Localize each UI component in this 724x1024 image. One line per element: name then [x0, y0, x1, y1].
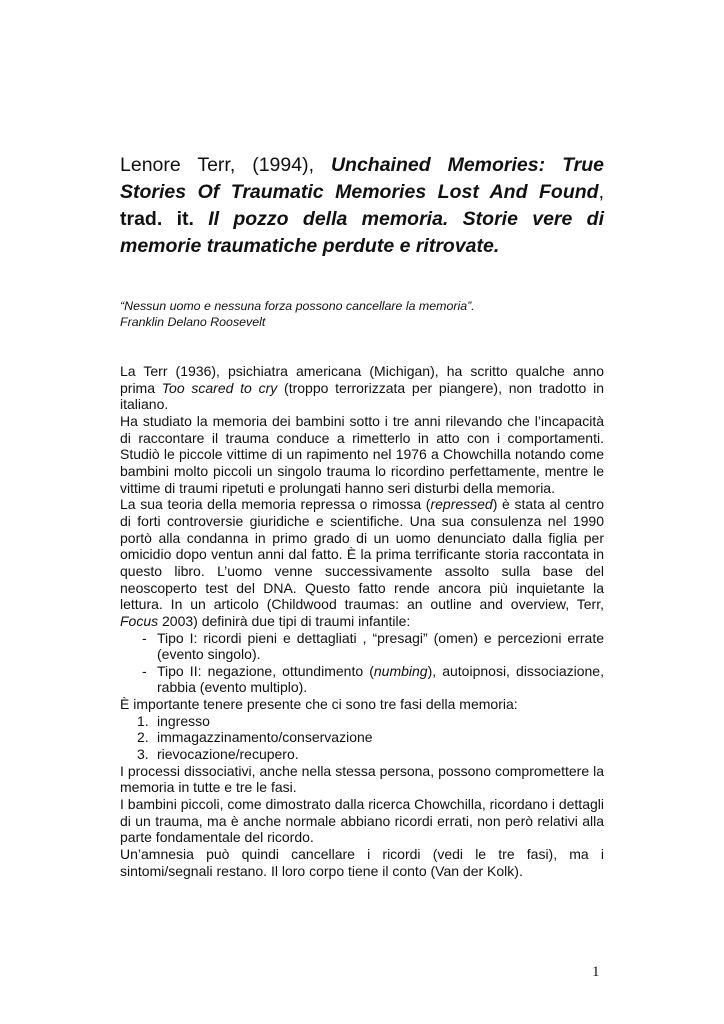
- list-item-text: rievocazione/recupero.: [157, 746, 299, 763]
- document-title: [120, 152, 604, 260]
- list-item-text: ingresso: [157, 712, 210, 729]
- list-number: 2.: [137, 729, 149, 746]
- trauma-types-list: [120, 630, 604, 697]
- paragraph-5: I processi dissociativi, anche nella stessa persona, possono compromettere la memoria in tutte e tre le fasi.: [120, 762, 604, 796]
- paragraph-6: I bambini piccoli, come dimostrato dalla ricerca Chowchilla, ricordano i dettagli di un trauma, ma è anche normale abbiano ricordi errati, non però relativi alla parte fondamentale del ricordo.: [120, 796, 604, 846]
- page-number: 1: [592, 964, 600, 980]
- paragraph-3: [120, 496, 604, 629]
- focus-italic: Focus: [120, 612, 159, 629]
- list-item: [120, 630, 604, 663]
- title-translation-label: trad. it.: [120, 208, 194, 230]
- title-space: [194, 208, 208, 230]
- list-item-text: immagazzinamento/conservazione: [157, 729, 373, 746]
- list-item-text: Tipo I: ricordi pieni e dettagliati , “presagi” (omen) e percezioni errate (evento singolo).: [157, 629, 604, 663]
- paragraph-7: Un’amnesia può quindi cancellare i ricordi (vedi le tre fasi), ma i sintomi/segnali restano. Il loro corpo tiene il conto (Van der Kolk).: [120, 846, 604, 879]
- paragraph-3-text-a: La sua teoria della memoria repressa o rimossa (: [120, 496, 431, 513]
- book-title-italic: Too scared to cry: [161, 379, 278, 396]
- title-original-work: Unchained Memories: True Stories Of Traumatic Memories Lost And Found: [120, 154, 604, 203]
- memory-phases-list: [120, 713, 604, 763]
- epigraph-author: Franklin Delano Roosevelt: [120, 315, 266, 329]
- list-dash: -: [142, 662, 147, 679]
- title-author-year: Lenore Terr, (1994),: [120, 154, 331, 176]
- paragraph-4: È importante tenere presente che ci sono tre fasi della memoria:: [120, 696, 518, 713]
- list-item-text-b: ), autoipnosi, dissociazione, rabbia (evento multiplo).: [157, 662, 604, 696]
- list-item: [120, 713, 604, 730]
- list-number: 1.: [137, 712, 149, 729]
- paragraph-1: [120, 363, 604, 413]
- title-italian-work: Il pozzo della memoria. Storie vere di memorie traumatiche perdute e ritrovate.: [120, 208, 604, 257]
- list-item: [120, 746, 604, 763]
- paragraph-1-text-b: (troppo terrorizzata per piangere), non tradotto in italiano.: [120, 379, 604, 413]
- list-number: 3.: [137, 746, 149, 763]
- repressed-italic: repressed: [430, 496, 493, 513]
- document-body: [120, 363, 604, 879]
- list-item: [120, 663, 604, 696]
- list-item-text-a: Tipo II: negazione, ottundimento (: [157, 662, 374, 679]
- epigraph-text: “Nessun uomo e nessuna forza possono cancellare la memoria”.: [120, 299, 475, 313]
- epigraph: [120, 298, 604, 330]
- paragraph-2: Ha studiato la memoria dei bambini sotto i tre anni rilevando che l’incapacità di raccontare il trauma conduce a rimetterlo in atto con i comportamenti. Studiò le piccole vittime di un rapimento nel 1976 a Chowchilla notando come bambini molto piccoli un singolo trauma lo ricordino perfettamente, mentre le vittime di traumi ripetuti e prolungati hanno seri disturbi della memoria.: [120, 412, 604, 496]
- list-dash: -: [142, 629, 147, 646]
- title-separator: ,: [598, 181, 604, 203]
- paragraph-3-text-c: 2003) definirà due tipi di traumi infantile:: [158, 612, 411, 629]
- paragraph-3-text-b: ) è stata al centro di forti controversie giuridiche e scientifiche. Una sua consulenza nel 1990 portò alla condanna in primo grado di un uomo denunciato dalla figlia per omicidio dopo ventun anni dal fatto. È la prima terrificante storia raccontata in questo libro. L’uomo venne successivamente assolto sulla base del neoscoperto test del DNA. Questo fatto rende ancora più inquietante la lettura. In un articolo (Childwood traumas: an outline and overview, Terr,: [120, 496, 604, 613]
- numbing-italic: numbing: [373, 662, 428, 679]
- paragraph-1-text-a: La Terr (1936), psichiatra americana (Michigan), ha scritto qualche anno prima: [120, 363, 604, 396]
- list-item: [120, 729, 604, 746]
